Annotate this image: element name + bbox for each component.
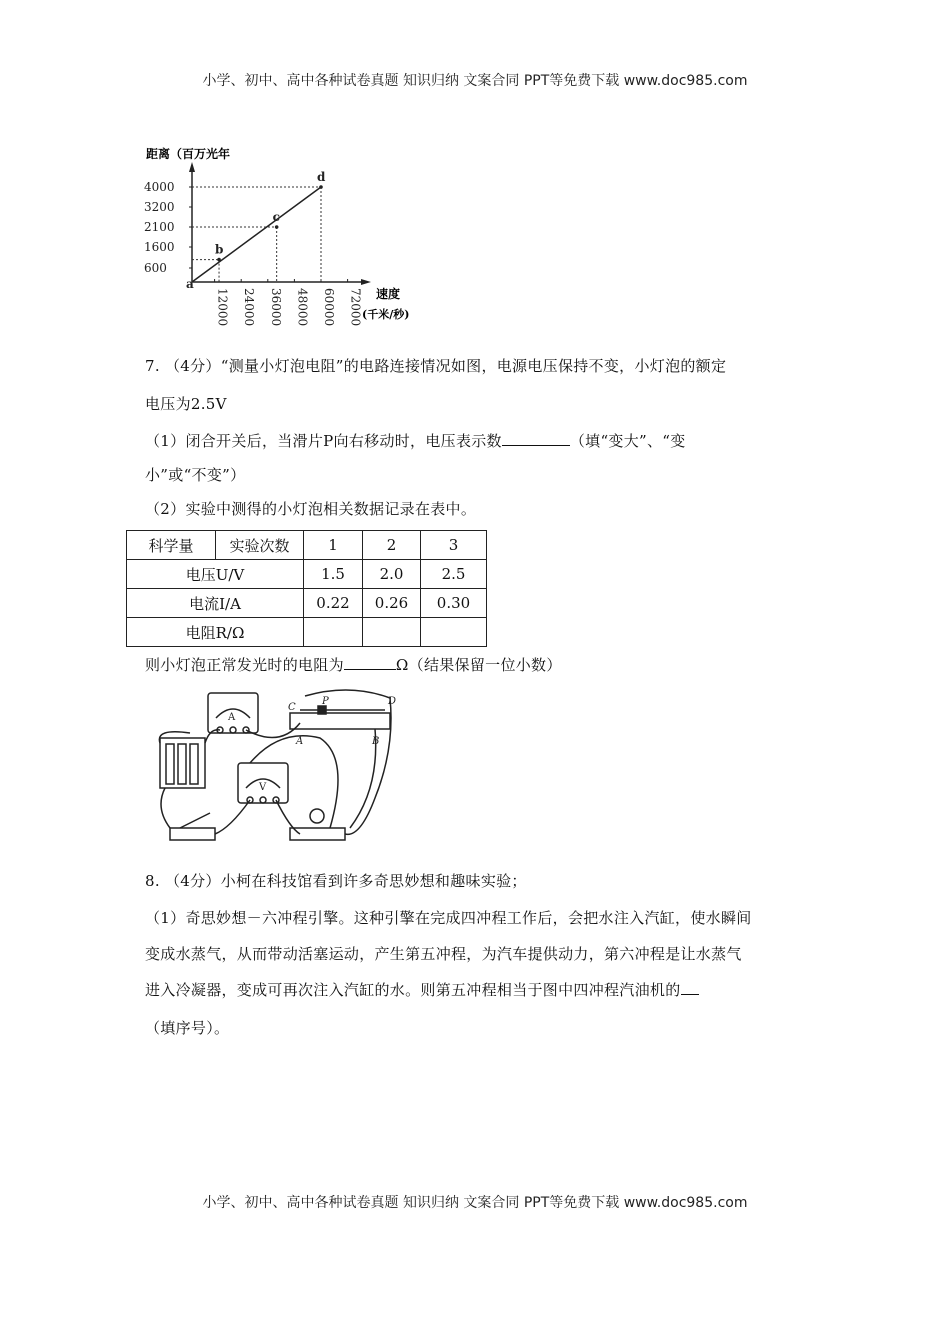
data-line: [192, 187, 321, 282]
table-cell: [363, 618, 421, 647]
x-tick-label: 24000: [242, 288, 257, 327]
header-cell: 科学量: [127, 531, 216, 560]
x-tick-label: 60000: [322, 288, 336, 327]
circuit-diagram: [150, 688, 400, 853]
y-tick-label: 3200: [144, 200, 175, 214]
q7-line5: （2）实验中测得的小灯泡相关数据记录在表中。: [145, 500, 477, 518]
row-label: 电压U/V: [127, 560, 304, 589]
page-footer: 小学、初中、高中各种试卷真题 知识归纳 文案合同 PPT等免费下载 www.doc985.com: [202, 1195, 748, 1211]
q7-line4: 小”或“不变”）: [145, 466, 246, 484]
table-cell: 0.30: [421, 589, 487, 618]
x-tick-label: 48000: [295, 288, 310, 327]
q8-line1: 8. （4分）小柯在科技馆看到许多奇思妙想和趣味实验；: [145, 872, 527, 890]
table-cell: [304, 618, 363, 647]
rheostat: [288, 696, 396, 747]
y-axis-label: 距离（百万光年: [146, 147, 231, 161]
terminal-b-label: B: [372, 736, 380, 747]
voltmeter: [238, 763, 288, 803]
q7-line6: [145, 654, 562, 675]
header-cell: 3: [421, 531, 487, 560]
point-label-b: b: [215, 242, 224, 257]
q8-line4: [145, 979, 699, 1000]
data-point: [319, 185, 323, 189]
answer-blank-3[interactable]: [681, 980, 699, 995]
ammeter: [208, 693, 258, 733]
data-point: [275, 225, 279, 229]
table-row: [127, 618, 487, 647]
terminal-d-label: D: [388, 696, 397, 707]
y-tick-label: 1600: [144, 240, 175, 254]
x-tick-label: 72000: [348, 288, 363, 327]
point-label-c: c: [272, 210, 280, 224]
point-label-d: d: [317, 170, 326, 184]
voltmeter-label: V: [259, 782, 267, 793]
q7-line1: 7. （4分）“测量小灯泡电阻”的电路连接情况如图，电源电压保持不变，小灯泡的额定: [145, 357, 727, 375]
switch: [170, 813, 215, 840]
x-axis-arrow: [361, 279, 371, 285]
q8-line2: （1）奇思妙想－六冲程引擎。这种引擎在完成四冲程工作后，会把水注入汽缸，使水瞬间: [145, 909, 752, 927]
q7-line6-text: 则小灯泡正常发光时的电阻为: [145, 656, 344, 674]
table-cell: 2.0: [363, 560, 421, 589]
table-header-row: [127, 531, 487, 560]
battery-pack: [160, 738, 205, 788]
q7-line2: 电压为2.5V: [145, 395, 227, 413]
table-cell: [421, 618, 487, 647]
row-label: 电阻R/Ω: [127, 618, 304, 647]
light-bulb: [290, 809, 345, 840]
data-point: [217, 258, 221, 262]
distance-speed-chart: [140, 140, 430, 330]
y-axis-arrow: [189, 162, 195, 172]
x-axis-unit: (千米/秒): [362, 308, 410, 321]
y-tick-label: 2100: [144, 220, 175, 234]
table-row: [127, 560, 487, 589]
table-row: [127, 589, 487, 618]
point-label-a: a: [186, 277, 194, 291]
terminal-c-label: C: [288, 702, 296, 713]
row-label: 电流I/A: [127, 589, 304, 618]
answer-blank-2[interactable]: [344, 655, 396, 670]
q7-line3-tail: （填“变大”、“变: [569, 432, 686, 450]
slider-p-label: P: [322, 696, 329, 707]
header-cell: 2: [363, 531, 421, 560]
x-tick-label: 12000: [215, 288, 230, 327]
terminal-a-label: A: [296, 736, 304, 747]
q7-line3: [145, 430, 686, 451]
header-cell: 1: [304, 531, 363, 560]
header-cell: 实验次数: [216, 531, 304, 560]
ammeter-label: A: [228, 712, 236, 723]
x-tick-label: 36000: [268, 288, 283, 327]
table-cell: 0.26: [363, 589, 421, 618]
q7-line6-tail: Ω（结果保留一位小数）: [395, 656, 562, 674]
q8-line4-text: 进入冷凝器，变成可再次注入汽缸的水。则第五冲程相当于图中四冲程汽油机的: [145, 981, 681, 999]
data-table: [126, 530, 487, 647]
x-axis-label: 速度: [376, 287, 401, 301]
table-cell: 1.5: [304, 560, 363, 589]
page-header: 小学、初中、高中各种试卷真题 知识归纳 文案合同 PPT等免费下载 www.doc985.com: [202, 73, 748, 89]
q8-line3: 变成水蒸气，从而带动活塞运动，产生第五冲程，为汽车提供动力，第六冲程是让水蒸气: [145, 945, 742, 963]
y-tick-label: 600: [144, 261, 167, 275]
table-cell: 2.5: [421, 560, 487, 589]
answer-blank-1[interactable]: [502, 431, 570, 446]
q7-line3-text: （1）闭合开关后，当滑片P向右移动时，电压表示数: [145, 432, 502, 450]
y-tick-label: 4000: [144, 180, 175, 194]
table-cell: 0.22: [304, 589, 363, 618]
q8-line5: （填序号）。: [145, 1019, 230, 1037]
